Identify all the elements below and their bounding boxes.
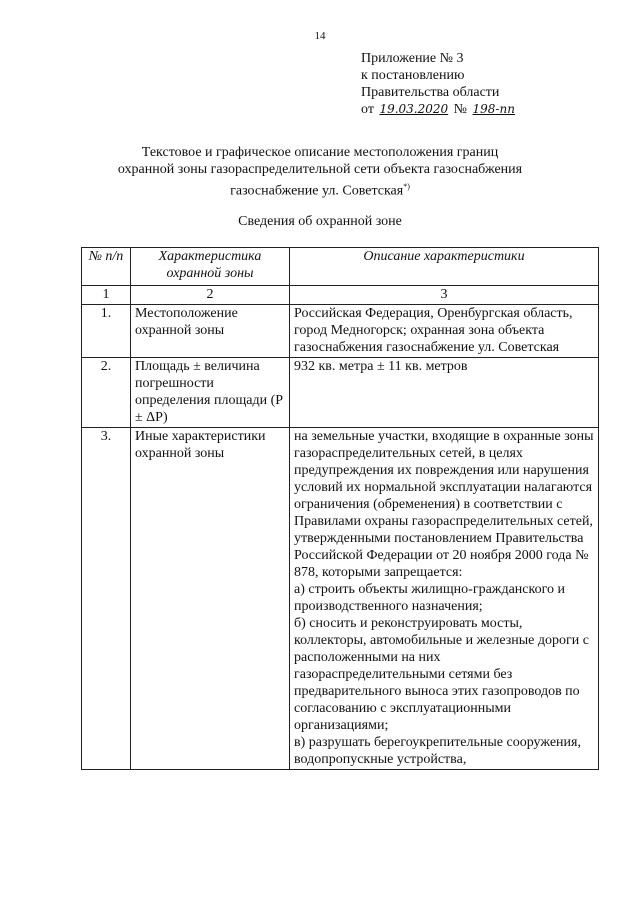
column-number: 3 — [290, 286, 599, 305]
table-row — [82, 305, 599, 358]
appendix-date-line — [361, 101, 517, 118]
row-number: 2. — [82, 358, 131, 428]
handwritten-date: 19.03.2020 — [379, 102, 449, 116]
appendix-line-3: Правительства области — [361, 85, 500, 100]
row-characteristic: Иные характеристики охранной зоны — [131, 428, 290, 770]
row-number: 1. — [82, 305, 131, 358]
column-number: 2 — [131, 286, 290, 305]
header-number: № п/п — [82, 248, 131, 286]
restrictions-intro: на земельные участки, входящие в охранные зоны газораспределительных сетей, в целях предупреждения их повреждения или нарушения условий их нормальной эксплуатации налагаются ограничения (обременения) в соответствии с Правилами охраны газораспределительных сетей, утвержденными постановлением Правительства Российской Федерации от 20 ноября 2000 года № 878, которыми запрещается: — [294, 429, 594, 580]
restriction-item-b: б) сносить и реконструировать мосты, коллекторы, автомобильные и железные дороги с расположенными на них газораспределительными сетями без предварительного выноса этих газопроводов по согласованию с эксплуатационными организациями; — [294, 616, 589, 733]
date-prefix: от — [361, 102, 374, 117]
title-line-1: Текстовое и графическое описание местоположения границ — [141, 145, 499, 160]
column-number-row — [82, 286, 599, 305]
row-characteristic: Местоположение охранной зоны — [131, 305, 290, 358]
title-line-3 — [0, 178, 640, 200]
table-row — [82, 428, 599, 770]
document-title — [0, 144, 640, 200]
appendix-line-1: Приложение № 3 — [361, 51, 464, 66]
column-number: 1 — [82, 286, 131, 305]
restriction-item-c: в) разрушать берегоукрепительные сооружения, водопропускные устройства, — [294, 735, 581, 767]
row-number: 3. — [82, 428, 131, 770]
row-description-cell — [290, 428, 599, 770]
header-description: Описание характеристики — [290, 248, 599, 286]
row-characteristic: Площадь ± величина погрешности определения площади (P ± ΔP) — [131, 358, 290, 428]
restriction-item-a: а) строить объекты жилищно-гражданского и производственного назначения; — [294, 582, 565, 614]
page-number: 14 — [314, 30, 326, 42]
section-subtitle: Сведения об охранной зоне — [238, 214, 402, 229]
appendix-block — [361, 50, 517, 118]
title-line-3-text: газоснабжение ул. Советская — [230, 183, 404, 199]
table-row — [82, 358, 599, 428]
row-description: 932 кв. метра ± 11 кв. метров — [290, 358, 599, 428]
number-prefix: № — [453, 102, 468, 117]
table-header-row — [82, 248, 599, 286]
title-line-2: охранной зоны газораспределительной сети объекта газоснабжения — [117, 162, 523, 177]
handwritten-number: 198-пп — [472, 102, 515, 116]
zone-info-table — [81, 247, 599, 770]
row-description: Российская Федерация, Оренбургская область, город Медногорск; охранная зона объекта газоснабжения газоснабжение ул. Советская — [290, 305, 599, 358]
header-characteristic: Характеристика охранной зоны — [131, 248, 290, 286]
appendix-line-2: к постановлению — [361, 68, 465, 83]
footnote-mark: *) — [403, 182, 410, 191]
